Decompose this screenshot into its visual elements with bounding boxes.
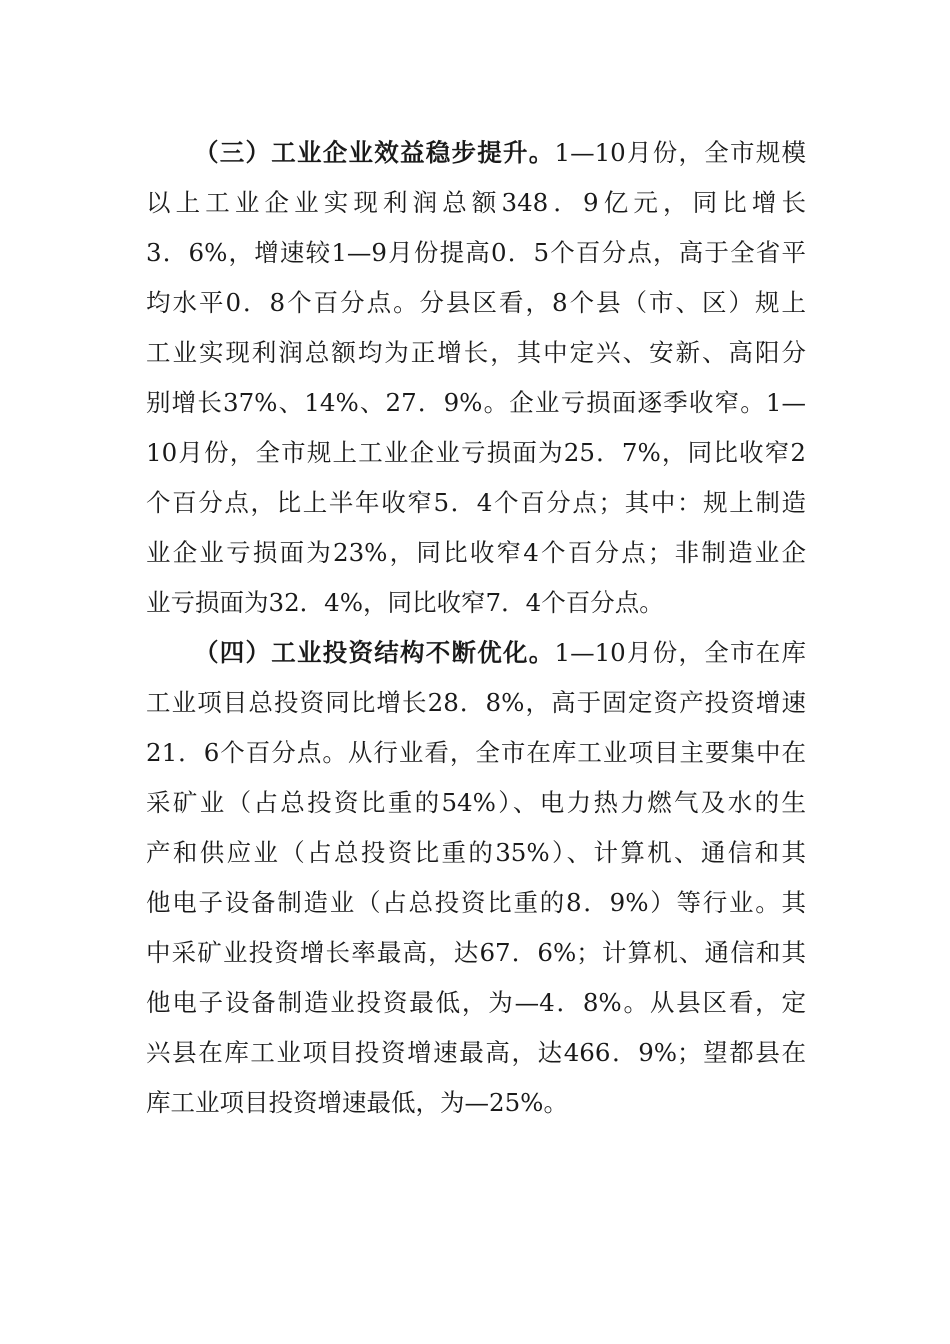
section-heading: （三）工业企业效益稳步提升。 (194, 138, 555, 167)
section-heading: （四）工业投资结构不断优化。 (194, 638, 555, 667)
paragraph-line: 他电子设备制造业投资最低，为—4．8%。从县区看，定 (146, 988, 806, 1017)
paragraph-line: 库工业项目投资增速最低，为—25%。 (146, 1088, 568, 1117)
paragraph-line (146, 128, 806, 178)
paragraph-line: 以上工业企业实现利润总额348．9亿元，同比增长 (146, 188, 806, 217)
paragraph-line: 业企业亏损面为23%，同比收窄4个百分点；非制造业企 (146, 538, 806, 567)
paragraph-industrial-profit (146, 128, 806, 628)
paragraph-industrial-investment (146, 628, 806, 1128)
paragraph-line: 兴县在库工业项目投资增速最高，达466．9%；望都县在 (146, 1038, 806, 1067)
paragraph-line: 个百分点，比上半年收窄5．4个百分点；其中：规上制造 (146, 488, 806, 517)
paragraph-line (146, 628, 806, 678)
paragraph-line: 3．6%，增速较1—9月份提高0．5个百分点，高于全省平 (146, 238, 806, 267)
line-text: 1—10月份，全市在库 (554, 638, 807, 667)
line-text: 1—10月份，全市规模 (554, 138, 807, 167)
paragraph-line: 均水平0．8个百分点。分县区看，8个县（市、区）规上 (146, 288, 806, 317)
paragraph-line: 工业实现利润总额均为正增长，其中定兴、安新、高阳分 (146, 338, 806, 367)
paragraph-line: 21．6个百分点。从行业看，全市在库工业项目主要集中在 (146, 738, 806, 767)
document-body (146, 128, 806, 1128)
paragraph-line: 他电子设备制造业（占总投资比重的8．9%）等行业。其 (146, 888, 806, 917)
paragraph-line: 中采矿业投资增长率最高，达67．6%；计算机、通信和其 (146, 938, 806, 967)
paragraph-line: 工业项目总投资同比增长28．8%，高于固定资产投资增速 (146, 688, 806, 717)
paragraph-line: 业亏损面为32．4%，同比收窄7．4个百分点。 (146, 588, 664, 617)
paragraph-line: 别增长37%、14%、27．9%。企业亏损面逐季收窄。1— (146, 388, 806, 417)
paragraph-line: 10月份，全市规上工业企业亏损面为25．7%，同比收窄2 (146, 438, 806, 467)
paragraph-line: 产和供应业（占总投资比重的35%）、计算机、通信和其 (146, 838, 806, 867)
paragraph-line: 采矿业（占总投资比重的54%）、电力热力燃气及水的生 (146, 788, 806, 817)
